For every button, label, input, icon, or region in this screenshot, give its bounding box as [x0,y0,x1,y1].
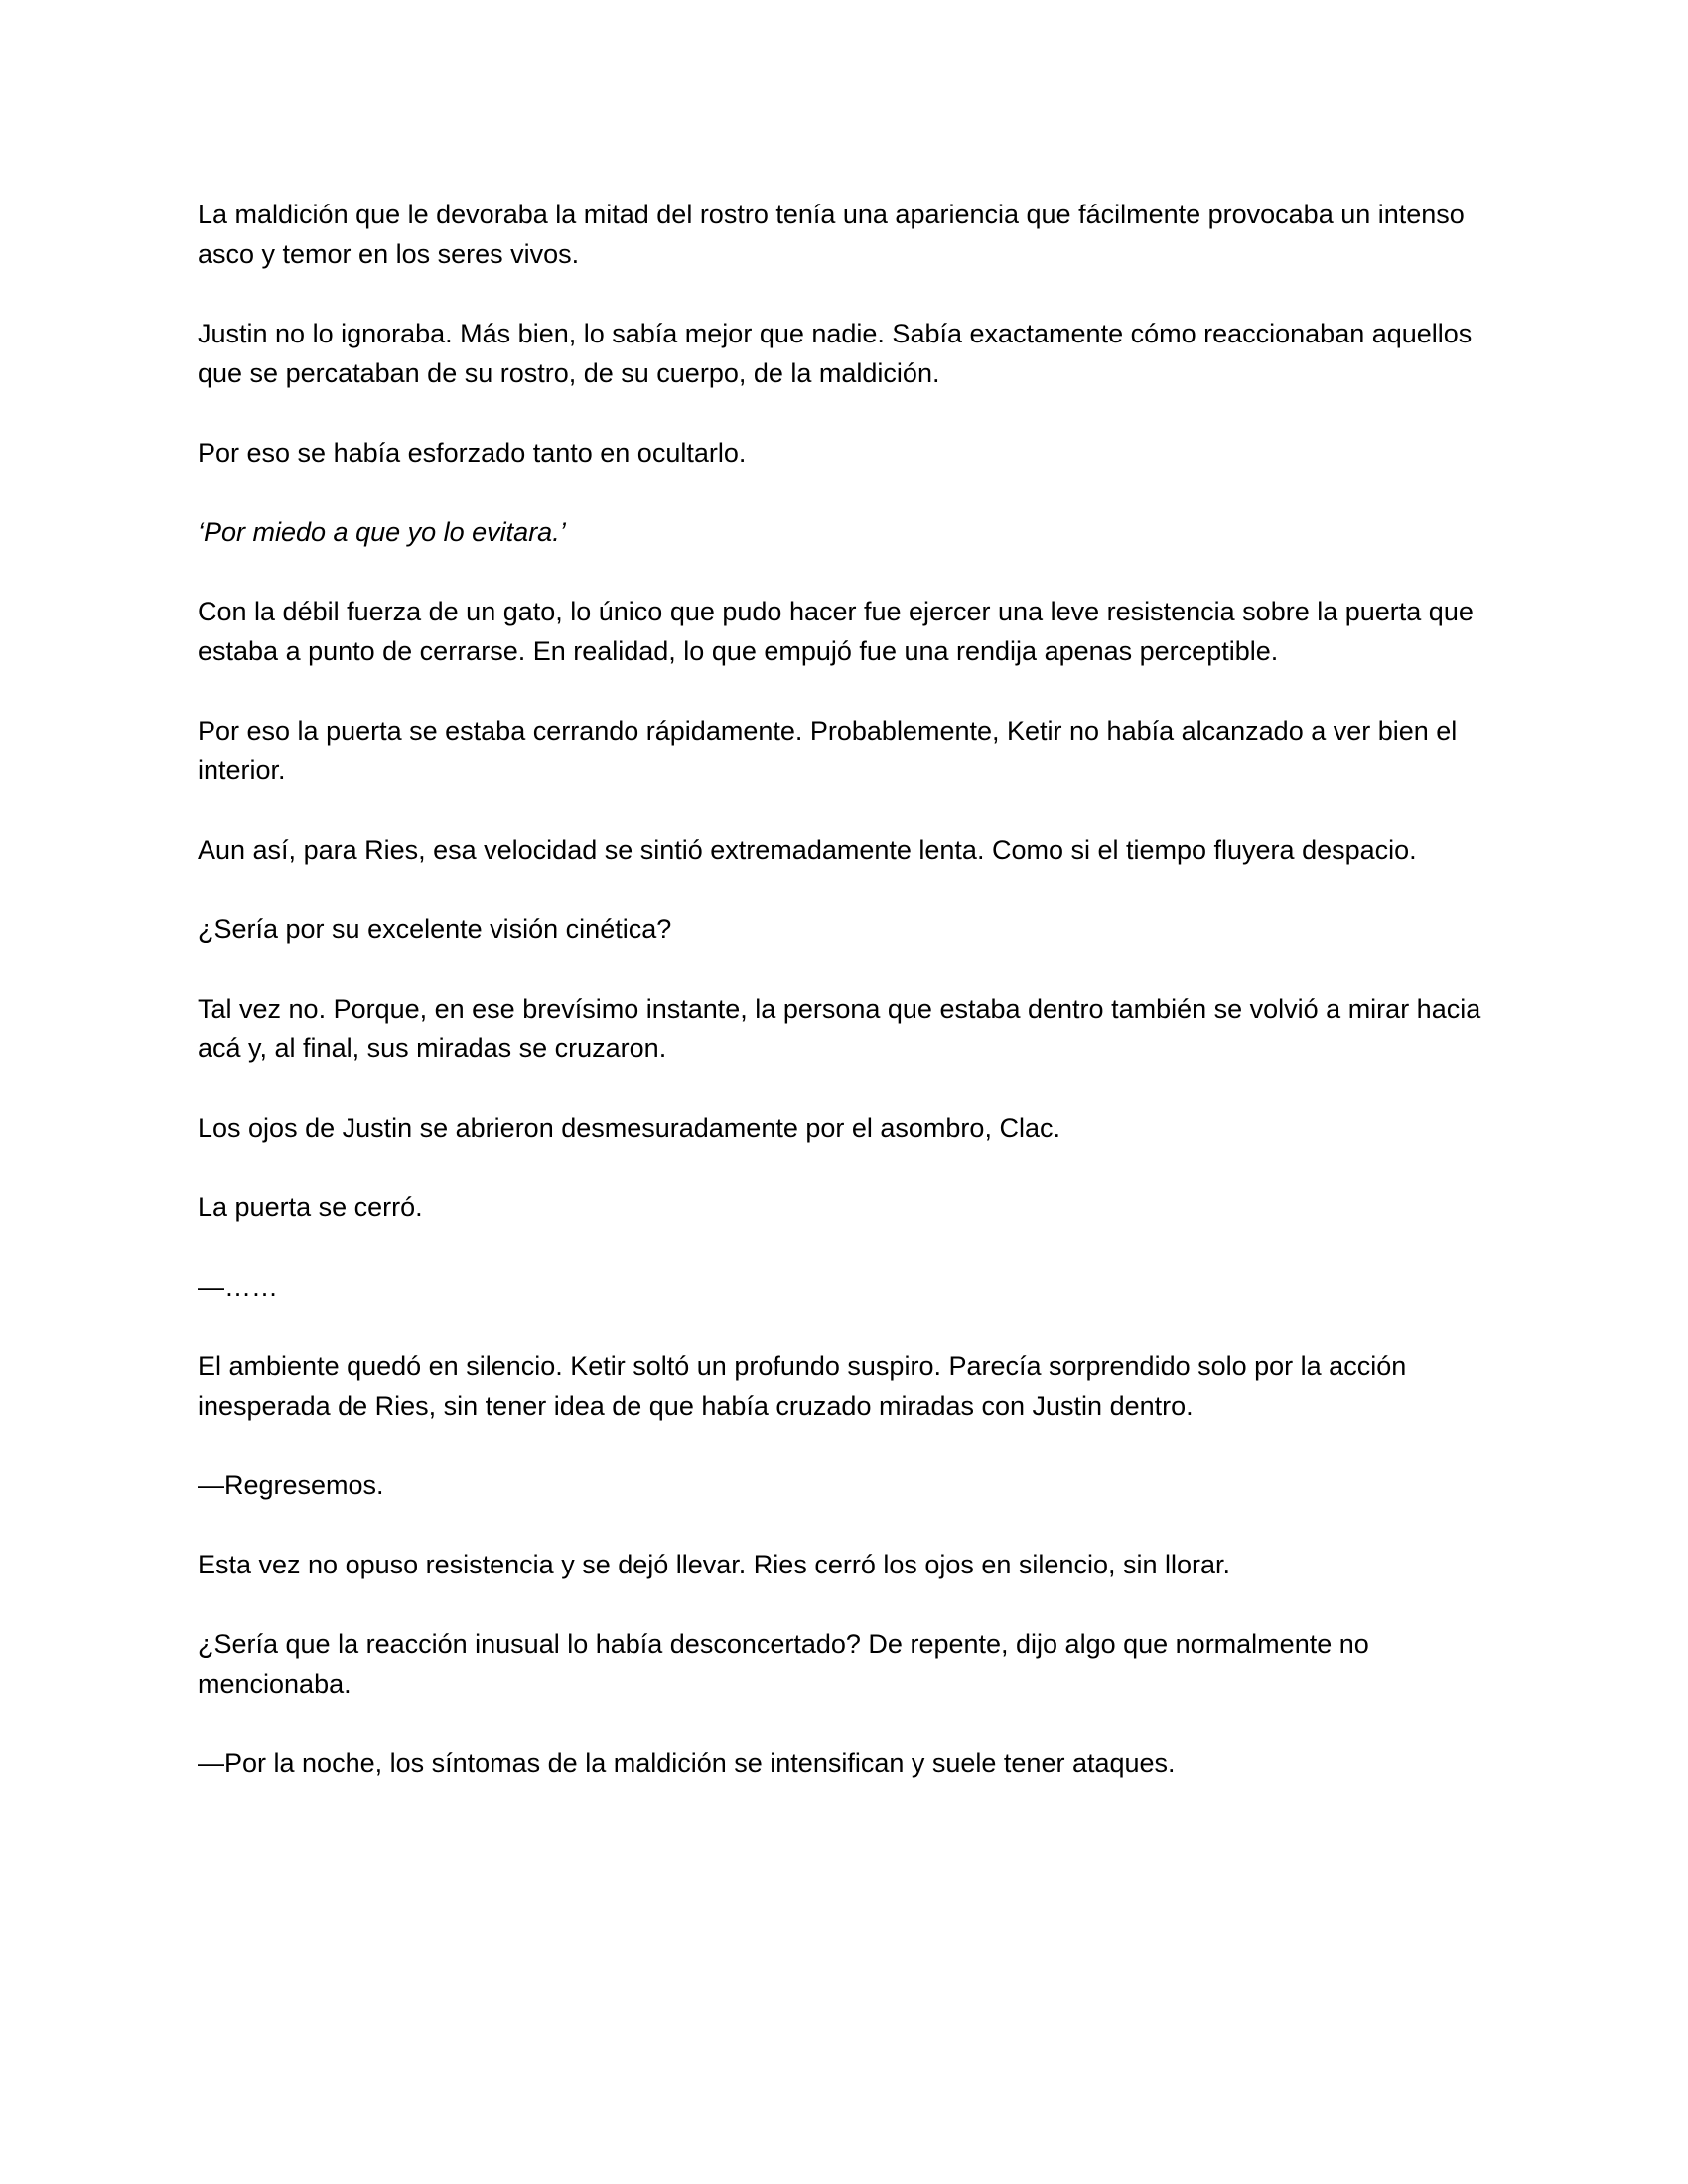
paragraph: Por eso la puerta se estaba cerrando rápidamente. Probablemente, Ketir no había alcanzado a ver bien el interior. [198,716,1458,785]
paragraph: Por eso se había esforzado tanto en ocultarlo. [198,438,747,468]
paragraph: Justin no lo ignoraba. Más bien, lo sabía mejor que nadie. Sabía exactamente cómo reaccionaban aquellos que se percataban de su rostro, de su cuerpo, de la maldición. [198,319,1473,388]
paragraph: Con la débil fuerza de un gato, lo único que pudo hacer fue ejercer una leve resistencia sobre la puerta que estaba a punto de cerrarse. En realidad, lo que empujó fue una rendija apenas perceptible. [198,597,1474,666]
paragraph: La maldición que le devoraba la mitad del rostro tenía una apariencia que fácilmente provocaba un intenso asco y temor en los seres vivos. [198,200,1465,269]
paragraph: Tal vez no. Porque, en ese brevísimo instante, la persona que estaba dentro también se volvió a mirar hacia acá y, al final, sus miradas se cruzaron. [198,994,1481,1063]
paragraph-dialogue: —Regresemos. [198,1470,384,1500]
paragraph: Aun así, para Ries, esa velocidad se sintió extremadamente lenta. Como si el tiempo fluyera despacio. [198,835,1417,865]
paragraph: Esta vez no opuso resistencia y se dejó llevar. Ries cerró los ojos en silencio, sin llorar. [198,1550,1231,1579]
document-page [198,195,1482,1783]
paragraph: Los ojos de Justin se abrieron desmesuradamente por el asombro, Clac. [198,1113,1060,1143]
paragraph: ¿Sería que la reacción inusual lo había desconcertado? De repente, dijo algo que normalmente no mencionaba. [198,1629,1369,1699]
paragraph: El ambiente quedó en silencio. Ketir soltó un profundo suspiro. Parecía sorprendido solo por la acción inesperada de Ries, sin tener idea de que había cruzado miradas con Justin dentro. [198,1351,1407,1421]
paragraph-inner-thought: ‘Por miedo a que yo lo evitara.’ [198,517,566,547]
paragraph: ¿Sería por su excelente visión cinética? [198,914,672,944]
paragraph: La puerta se cerró. [198,1192,423,1222]
paragraph-dialogue: —Por la noche, los síntomas de la maldición se intensifican y suele tener ataques. [198,1748,1176,1778]
paragraph-dialogue-silence: —…… [198,1272,278,1301]
